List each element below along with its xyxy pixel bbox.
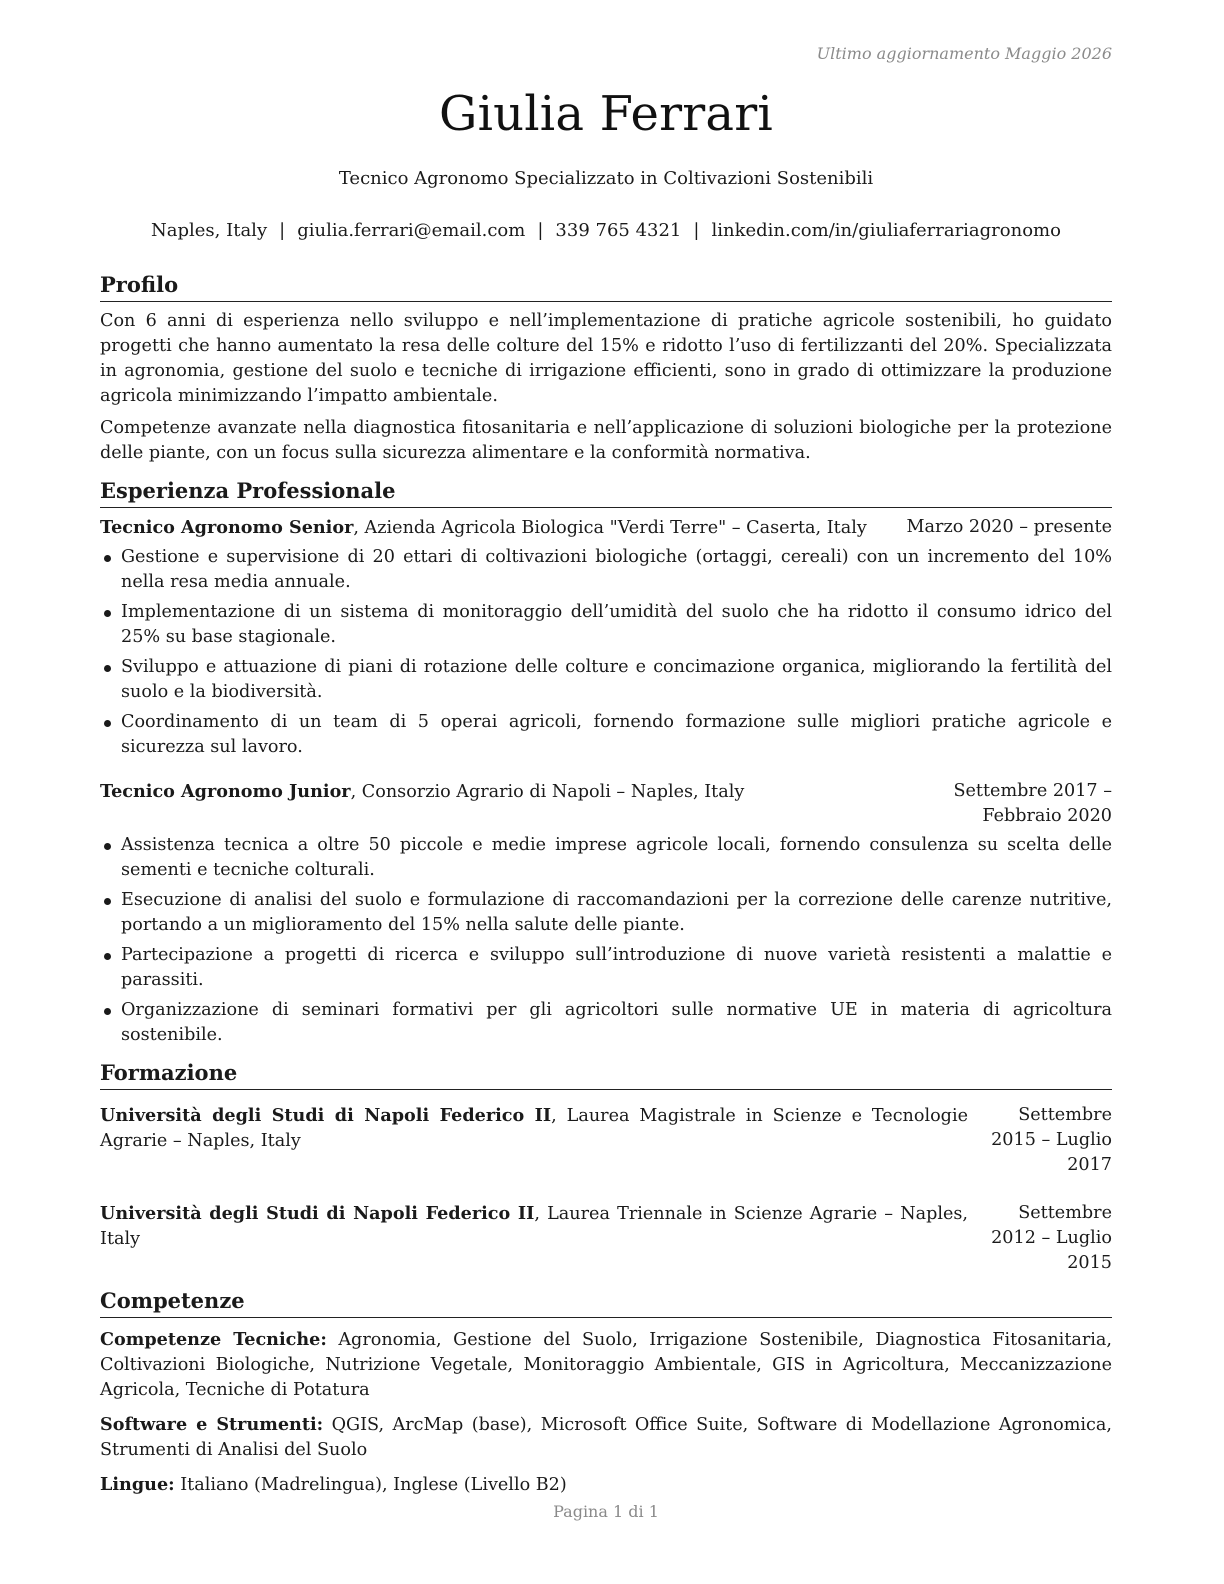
education-section [100, 1058, 1112, 1276]
job-entry [100, 779, 1112, 1048]
profile-paragraph: Competenze avanzate nella diagnostica fitosanitaria e nell’applicazione di soluzioni biologiche per la protezione delle piante, con un focus sulla sicurezza alimentare e la conformità normativa. [100, 418, 1112, 463]
page-number: Pagina 1 di 1 [553, 1502, 659, 1521]
contact-linkedin[interactable]: linkedin.com/in/giuliaferrariagronomo [711, 220, 1061, 241]
profile-paragraph: Con 6 anni di esperienza nello sviluppo e nell’implementazione di pratiche agricole sostenibili, ho guidato progetti che hanno aumentato la resa delle colture del 15% e ridotto l’uso di fertilizzanti del 20%. Specializzata in agronomia, gestione del suolo e tecniche di irrigazione efficienti, sono in grado di ottimizzare la produzione agricola minimizzando l’impatto ambientale. [100, 311, 1112, 406]
resume-body [100, 270, 1112, 1508]
skill-label: Lingue: [100, 1474, 175, 1495]
education-entry [100, 1103, 1112, 1178]
profile-section [100, 270, 1112, 466]
contact-line [100, 220, 1112, 241]
skills-section [100, 1286, 1112, 1498]
list-item: Gestione e supervisione di 20 ettari di coltivazioni biologiche (ortaggi, cereali) con un incremento del 10% nella resa media annuale. [100, 545, 1112, 595]
skill-text: Italiano (Madrelingua), Inglese (Livello B2) [174, 1475, 567, 1495]
section-heading: Profilo [100, 270, 1112, 302]
job-organization: , Azienda Agricola Biologica "Verdi Terre" – Caserta, Italy [353, 518, 867, 538]
education-dates: Settembre 2012 – Luglio 2015 [991, 1203, 1112, 1273]
contact-location: Naples, Italy [151, 220, 268, 241]
skill-line [100, 1472, 1112, 1498]
skill-line [100, 1412, 1112, 1463]
skill-text: QGIS, ArcMap (base), Microsoft Office Suite, Software di Modellazione Agronomica, Strumenti di Analisi del Suolo [100, 1415, 1112, 1460]
education-dates: Settembre 2015 – Luglio 2017 [991, 1105, 1112, 1175]
job-header [100, 515, 1112, 541]
skill-label: Competenze Tecniche: [100, 1329, 327, 1350]
section-heading: Esperienza Professionale [100, 476, 1112, 508]
job-bullets [100, 545, 1112, 760]
education-entry [100, 1201, 1112, 1276]
candidate-name: Giulia Ferrari [439, 86, 773, 142]
contact-email[interactable]: giulia.ferrari@email.com [297, 220, 526, 241]
job-dates: Settembre 2017 – Febbraio 2020 [953, 781, 1112, 826]
list-item: Implementazione di un sistema di monitoraggio dell’umidità del suolo che ha ridotto il consumo idrico del 25% su base stagionale. [100, 600, 1112, 650]
list-item: Sviluppo e attuazione di piani di rotazione delle colture e concimazione organica, migliorando la fertilità del suolo e la biodiversità. [100, 655, 1112, 705]
list-item: Coordinamento di un team di 5 operai agricoli, fornendo formazione sulle migliori pratiche agricole e sicurezza sul lavoro. [100, 710, 1112, 760]
education-detail: , Laurea Triennale in Scienze Agrarie – Naples, Italy [100, 1204, 969, 1249]
experience-section [100, 476, 1112, 1048]
education-detail: , Laurea Magistrale in Scienze e Tecnologie Agrarie – Naples, Italy [100, 1106, 968, 1151]
job-bullets [100, 833, 1112, 1048]
job-dates: Marzo 2020 – presente [906, 517, 1112, 537]
job-role: Tecnico Agronomo Junior [100, 781, 351, 802]
contact-phone[interactable]: 339 765 4321 [555, 220, 682, 241]
skill-text: Agronomia, Gestione del Suolo, Irrigazione Sostenibile, Diagnostica Fitosanitaria, Coltivazioni Biologiche, Nutrizione Vegetale, Monitoraggio Ambientale, GIS in Agricoltura, Meccanizzazione Agricola, Tecniche di Potatura [100, 1330, 1112, 1400]
job-title: Tecnico Agronomo Specializzato in Coltivazioni Sostenibili [338, 168, 874, 189]
job-organization: , Consorzio Agrario di Napoli – Naples, Italy [350, 782, 745, 802]
education-school: Università degli Studi di Napoli Federico II [100, 1105, 552, 1126]
skill-line [100, 1327, 1112, 1403]
list-item: Organizzazione di seminari formativi per gli agricoltori sulle normative UE in materia di agricoltura sostenibile. [100, 998, 1112, 1048]
job-role: Tecnico Agronomo Senior [100, 517, 354, 538]
list-item: Assistenza tecnica a oltre 50 piccole e medie imprese agricole locali, fornendo consulenza su scelta delle sementi e tecniche colturali. [100, 833, 1112, 883]
contact-separator: | [279, 220, 286, 241]
section-heading: Competenze [100, 1286, 1112, 1318]
contact-separator: | [537, 220, 544, 241]
list-item: Esecuzione di analisi del suolo e formulazione di raccomandazioni per la correzione delle carenze nutritive, portando a un miglioramento del 15% nella salute delle piante. [100, 888, 1112, 938]
job-header [100, 779, 1112, 829]
last-updated: Ultimo aggiornamento Maggio 2026 [816, 44, 1112, 63]
education-school: Università degli Studi di Napoli Federico II [100, 1203, 535, 1224]
contact-separator: | [693, 220, 700, 241]
list-item: Partecipazione a progetti di ricerca e sviluppo sull’introduzione di nuove varietà resistenti a malattie e parassiti. [100, 943, 1112, 993]
skill-label: Software e Strumenti: [100, 1414, 324, 1435]
job-entry [100, 515, 1112, 760]
section-heading: Formazione [100, 1058, 1112, 1090]
